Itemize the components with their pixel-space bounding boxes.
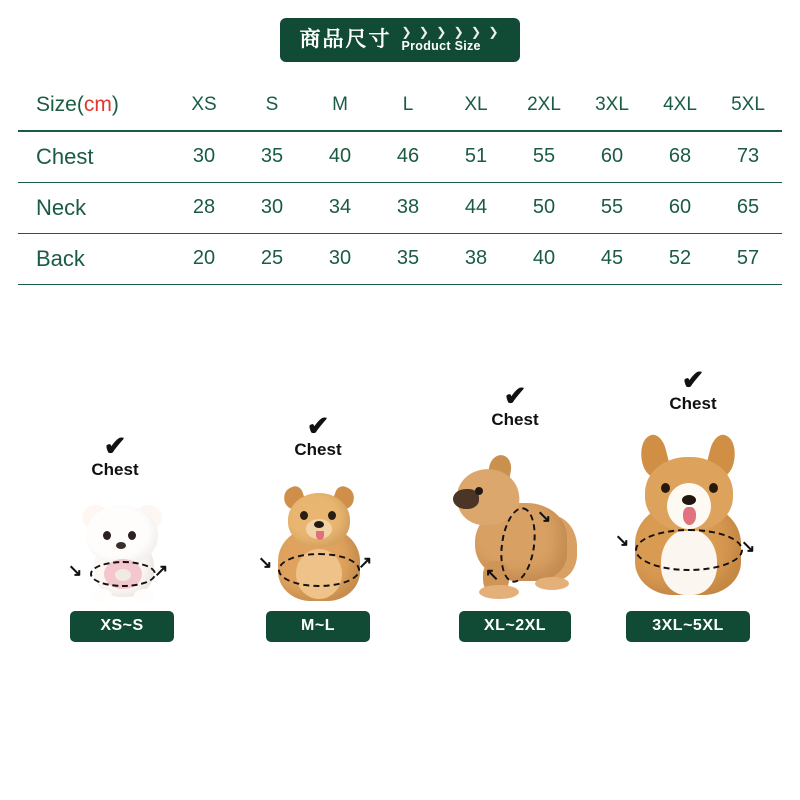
- size-table: [18, 80, 782, 285]
- cell-chest-xl: 51: [442, 131, 510, 182]
- chest-label-m-l: Chest: [294, 440, 342, 459]
- header-title-en: Product Size: [401, 39, 481, 53]
- check-arrow-icon: ✔: [103, 431, 127, 461]
- dog-size-illustrations: [0, 365, 800, 720]
- row-label-neck: Neck: [18, 182, 170, 233]
- header-title-cn: 商品尺寸: [299, 27, 392, 51]
- header-title-group: [402, 26, 501, 53]
- column-header-m: M: [306, 80, 374, 131]
- chest-label-xs-s: Chest: [91, 460, 139, 479]
- measure-arrow-right-icon: ↗: [154, 561, 169, 580]
- measure-arrow-left-icon: ↘: [615, 531, 630, 550]
- chest-marker-xs-s: [48, 433, 182, 499]
- cell-chest-5xl: 73: [714, 131, 782, 182]
- cell-back-s: 25: [238, 233, 306, 284]
- dog-column-3xl-5xl: [608, 367, 768, 642]
- cell-back-4xl: 52: [646, 233, 714, 284]
- cell-neck-m: 34: [306, 182, 374, 233]
- size-badge-xs-s: XS~S: [70, 611, 174, 642]
- cell-neck-s: 30: [238, 182, 306, 233]
- chest-label-3xl-5xl: Chest: [669, 394, 717, 413]
- check-arrow-icon: ✔: [306, 411, 330, 441]
- measure-arrow-right-icon: ↘: [537, 507, 552, 526]
- column-header-s: S: [238, 80, 306, 131]
- chest-label-xl-2xl: Chest: [491, 410, 539, 429]
- column-header-l: L: [374, 80, 442, 131]
- size-badge-m-l: M~L: [266, 611, 370, 642]
- size-label-close: ): [111, 93, 119, 116]
- measure-arrow-right-icon: ↗: [358, 553, 373, 572]
- cell-chest-m: 40: [306, 131, 374, 182]
- chest-marker-xl-2xl: [440, 383, 590, 449]
- cell-back-2xl: 40: [510, 233, 578, 284]
- measure-arrow-left-icon: ↘: [68, 561, 83, 580]
- cell-neck-5xl: 65: [714, 182, 782, 233]
- dog-illustration-3xl-5xl: [613, 433, 763, 603]
- measure-arrow-left-icon: ↖: [485, 565, 500, 584]
- dog-illustration-m-l: [258, 479, 374, 603]
- measure-arrow-right-icon: ↘: [741, 537, 756, 556]
- cell-back-3xl: 45: [578, 233, 646, 284]
- column-header-2xl: 2XL: [510, 80, 578, 131]
- column-header-xs: XS: [170, 80, 238, 131]
- column-header-xl: XL: [442, 80, 510, 131]
- column-header-5xl: 5XL: [714, 80, 782, 131]
- dog-column-xl-2xl: [440, 383, 590, 642]
- header: [0, 18, 800, 62]
- cell-back-l: 35: [374, 233, 442, 284]
- size-table-wrapper: [18, 80, 782, 285]
- cell-chest-xs: 30: [170, 131, 238, 182]
- column-header-4xl: 4XL: [646, 80, 714, 131]
- cell-back-xs: 20: [170, 233, 238, 284]
- size-label-text: Size(: [36, 93, 84, 116]
- table-header-size-label: [18, 80, 170, 131]
- cell-chest-s: 35: [238, 131, 306, 182]
- dog-illustration-xs-s: [68, 499, 169, 603]
- chest-marker-m-l: [258, 413, 378, 479]
- cell-back-m: 30: [306, 233, 374, 284]
- size-badge-3xl-5xl: 3XL~5XL: [626, 611, 750, 642]
- chest-measure-ellipse: [278, 553, 360, 587]
- table-row: [18, 131, 782, 182]
- cell-neck-2xl: 50: [510, 182, 578, 233]
- header-badge: [280, 18, 520, 62]
- cell-chest-l: 46: [374, 131, 442, 182]
- size-unit-text: cm: [83, 93, 112, 116]
- cell-neck-xs: 28: [170, 182, 238, 233]
- check-arrow-icon: ✔: [503, 381, 527, 411]
- cell-neck-l: 38: [374, 182, 442, 233]
- chevron-right-icons: ❯ ❯ ❯ ❯ ❯ ❯: [401, 25, 501, 39]
- measure-arrow-left-icon: ↘: [258, 553, 273, 572]
- dog-illustration-xl-2xl: [449, 449, 581, 603]
- row-label-chest: Chest: [18, 131, 170, 182]
- cell-neck-3xl: 55: [578, 182, 646, 233]
- dog-column-m-l: [258, 413, 378, 642]
- check-arrow-icon: ✔: [681, 365, 705, 395]
- table-header-row: [18, 80, 782, 131]
- cell-chest-3xl: 60: [578, 131, 646, 182]
- chest-measure-ellipse: [635, 529, 743, 571]
- chest-measure-ellipse: [90, 561, 156, 587]
- column-header-3xl: 3XL: [578, 80, 646, 131]
- chest-marker-3xl-5xl: [618, 367, 768, 433]
- cell-chest-2xl: 55: [510, 131, 578, 182]
- cell-chest-4xl: 68: [646, 131, 714, 182]
- table-row: [18, 182, 782, 233]
- dog-column-xs-s: [62, 433, 182, 642]
- size-badge-xl-2xl: XL~2XL: [459, 611, 571, 642]
- cell-back-xl: 38: [442, 233, 510, 284]
- table-row: [18, 233, 782, 284]
- cell-back-5xl: 57: [714, 233, 782, 284]
- row-label-back: Back: [18, 233, 170, 284]
- cell-neck-4xl: 60: [646, 182, 714, 233]
- cell-neck-xl: 44: [442, 182, 510, 233]
